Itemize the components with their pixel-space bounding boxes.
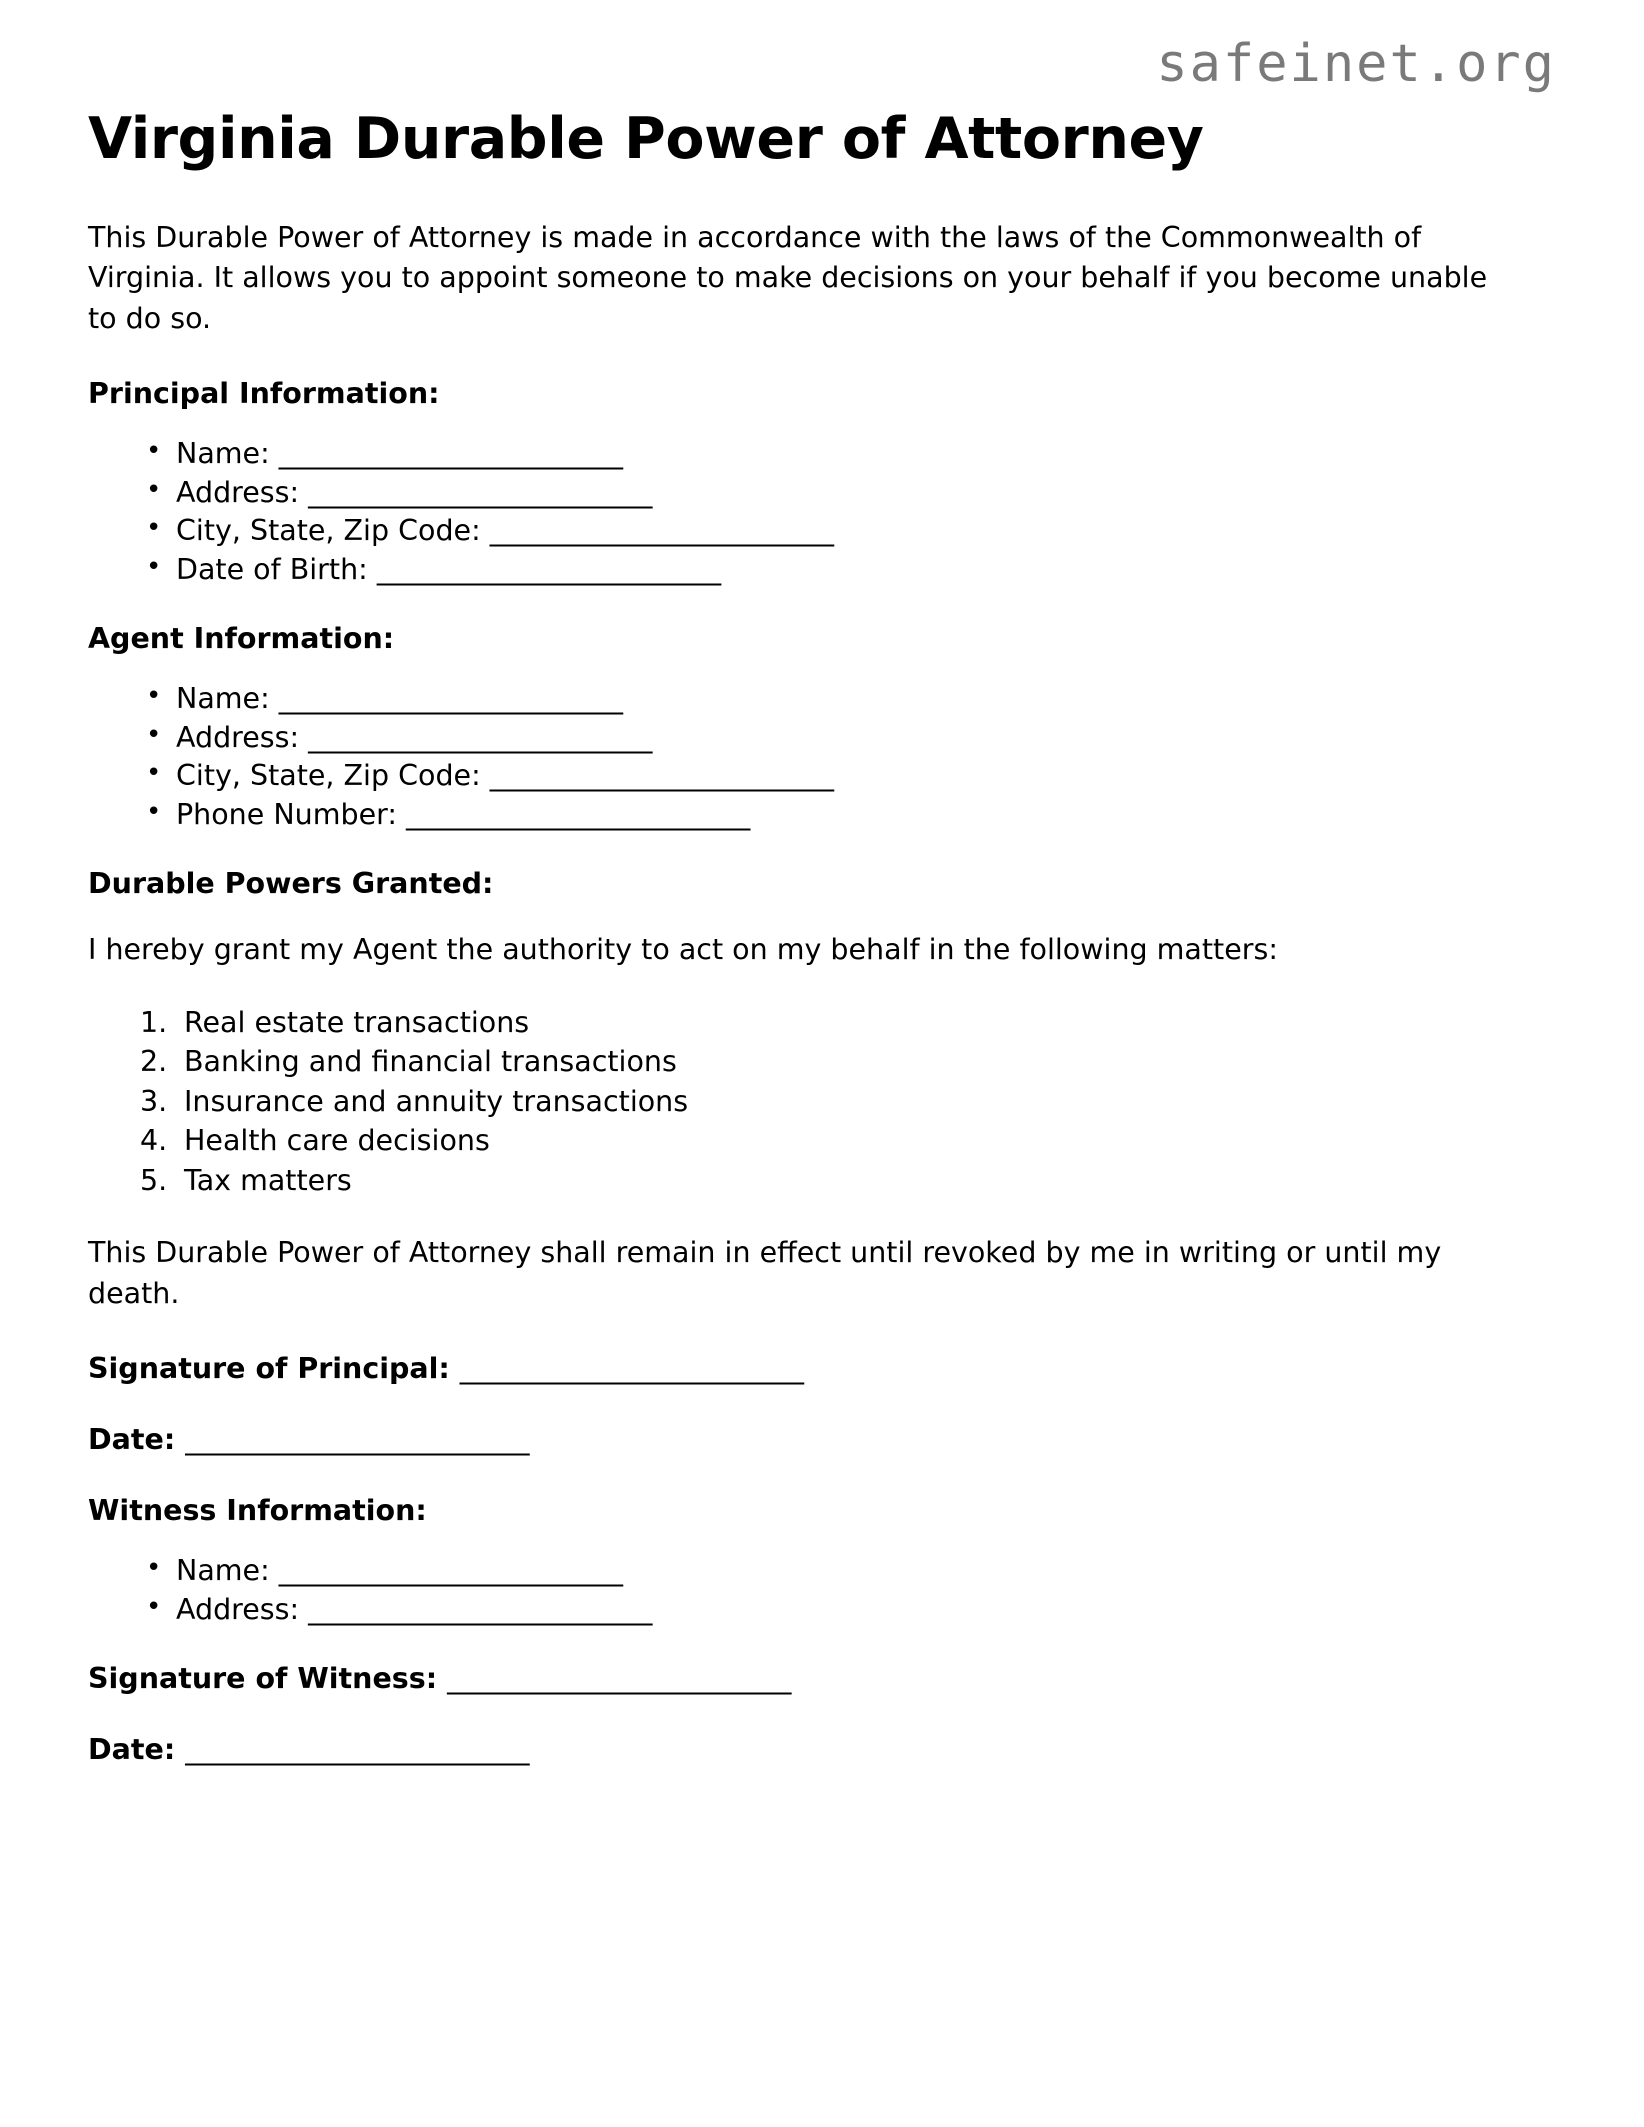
field-blank-line[interactable]: _________________________ (308, 720, 652, 754)
field-label: Date of Birth: (176, 552, 368, 586)
field-label: Phone Number: (176, 797, 397, 831)
list-item (140, 552, 1558, 586)
field-blank-line[interactable]: _________________________ (376, 552, 721, 586)
field-blank-line[interactable]: _________________________ (308, 1592, 652, 1626)
field-label: Address: (176, 1592, 300, 1626)
document-body (88, 108, 1558, 1804)
signature-of-principal-row (88, 1352, 1558, 1385)
signature-of-witness-row (88, 1662, 1558, 1695)
principal-information-heading: Principal Information: (88, 377, 440, 411)
list-item (140, 1592, 1558, 1626)
list-item: Real estate transactions (184, 1005, 530, 1039)
signature-of-witness-label: Signature of Witness: (88, 1662, 438, 1696)
field-label: Name: (176, 437, 270, 471)
list-item: Insurance and annuity transactions (184, 1084, 689, 1118)
field-label: Name: (176, 1554, 270, 1588)
list-item (140, 759, 1558, 793)
signature-of-witness-blank-line[interactable]: _________________________ (447, 1662, 791, 1696)
list-item (140, 437, 1558, 471)
date-principal-blank-line[interactable]: _________________________ (185, 1423, 529, 1457)
field-blank-line[interactable]: _________________________ (278, 1554, 623, 1588)
list-item: Banking and financial transactions (184, 1045, 677, 1079)
revocation-paragraph: This Durable Power of Attorney shall remain in effect until revoked by me in writing or until my death. (88, 1236, 1442, 1310)
field-label: City, State, Zip Code: (176, 514, 481, 548)
list-item (140, 475, 1558, 509)
granted-powers-list (88, 1005, 1558, 1197)
field-blank-line[interactable]: _________________________ (489, 514, 834, 548)
field-label: Address: (176, 475, 300, 509)
field-blank-line[interactable]: _________________________ (278, 682, 623, 716)
durable-powers-granted-heading: Durable Powers Granted: (88, 867, 494, 901)
witness-information-heading: Witness Information: (88, 1494, 427, 1528)
field-label: Name: (176, 682, 270, 716)
agent-information-heading: Agent Information: (88, 622, 395, 656)
principal-information-fields (88, 437, 1558, 586)
witness-information-fields (88, 1554, 1558, 1626)
agent-information-fields (88, 682, 1558, 831)
list-item: Health care decisions (184, 1124, 490, 1158)
list-item (140, 1554, 1558, 1588)
date-witness-label: Date: (88, 1733, 176, 1767)
list-item (140, 797, 1558, 831)
list-item (140, 720, 1558, 754)
page-title: Virginia Durable Power of Attorney (88, 106, 1204, 172)
field-label: City, State, Zip Code: (176, 759, 481, 793)
date-principal-row (88, 1423, 1558, 1456)
site-watermark: safeinet.org (1156, 34, 1556, 94)
intro-paragraph: This Durable Power of Attorney is made in accordance with the laws of the Commonwealth of Virginia. It allows you to appoint someone to make decisions on your behalf if you become unable to do so. (88, 220, 1488, 335)
field-blank-line[interactable]: _________________________ (489, 759, 834, 793)
signature-of-principal-blank-line[interactable]: _________________________ (459, 1352, 804, 1386)
signature-of-principal-label: Signature of Principal: (88, 1352, 450, 1386)
field-blank-line[interactable]: _________________________ (278, 437, 623, 471)
date-witness-blank-line[interactable]: _________________________ (185, 1733, 529, 1767)
list-item: Tax matters (184, 1163, 352, 1197)
powers-intro-paragraph: I hereby grant my Agent the authority to act on my behalf in the following matters: (88, 933, 1278, 967)
date-principal-label: Date: (88, 1423, 176, 1457)
field-blank-line[interactable]: _________________________ (308, 475, 652, 509)
field-label: Address: (176, 720, 300, 754)
field-blank-line[interactable]: _________________________ (406, 797, 750, 831)
list-item (140, 514, 1558, 548)
date-witness-row (88, 1733, 1558, 1766)
list-item (140, 682, 1558, 716)
